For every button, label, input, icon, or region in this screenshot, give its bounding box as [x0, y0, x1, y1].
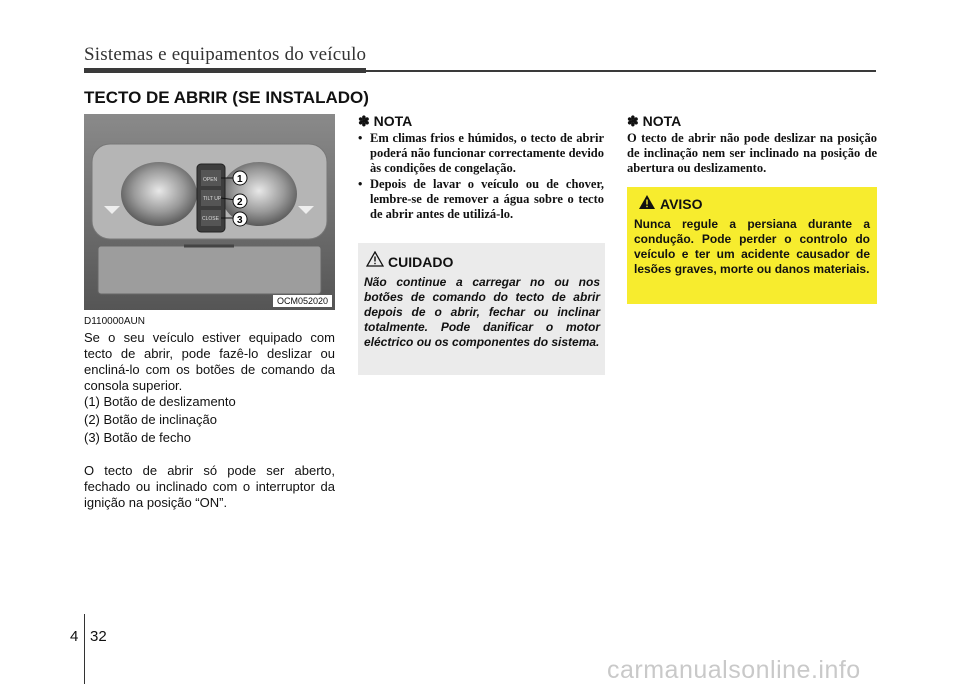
header-title: Sistemas e equipamentos do veículo: [84, 44, 367, 65]
open-button-label: OPEN: [203, 177, 218, 183]
list-item: (3) Botão de fecho: [84, 430, 191, 445]
section-code: D110000AUN: [84, 316, 145, 327]
section-title: TECTO DE ABRIR (SE INSTALADO): [84, 88, 369, 107]
callout-2-label: 2: [237, 197, 243, 208]
intro-paragraph: Se o seu veículo estiver equipado com tecto de abrir, pode fazê-lo deslizar ou encliná-lo com os botões de comando da consola superior.: [84, 330, 335, 393]
note-bullet: [358, 177, 604, 222]
note-bullet-list: [358, 131, 604, 223]
note-heading: ✽ NOTA: [358, 113, 413, 129]
close-button-label: CLOSE: [202, 216, 219, 222]
caution-text: Não continue a carregar no ou nos botões de comando do tecto de abrir depois de o abrir, fechar ou inclinar totalmente. Pode danificar o motor eléctrico ou os componentes do sistema.: [364, 275, 600, 349]
callout-3-label: 3: [237, 215, 243, 226]
watermark: carmanualsonline.info: [607, 656, 861, 684]
bullet-icon: •: [358, 131, 363, 145]
list-item: (1) Botão de deslizamento: [84, 394, 236, 409]
caution-title: CUIDADO: [388, 254, 454, 270]
note-bullet-text: Em climas frios e húmidos, o tecto de abrir poderá não funcionar correctamente devido às condições de congelação.: [370, 131, 604, 175]
header-rule-thin: [366, 70, 876, 72]
note-heading: ✽ NOTA: [627, 113, 682, 129]
overhead-console-photo: [84, 114, 335, 310]
bullet-icon: •: [358, 177, 363, 191]
caution-triangle-icon: [366, 251, 384, 267]
outro-paragraph: O tecto de abrir só pode ser aberto, fechado ou inclinado com o interruptor da ignição na posição “ON”.: [84, 463, 335, 510]
header-rule: [84, 68, 366, 73]
callout-1-label: 1: [237, 174, 243, 185]
footer-rule: [84, 614, 85, 684]
page-number: 32: [90, 628, 107, 645]
tilt-button-label: TILT UP: [203, 196, 222, 202]
figure-code: OCM052020: [273, 295, 332, 307]
console-illustration: [84, 114, 335, 310]
note-text: O tecto de abrir não pode deslizar na posição de inclinação nem ser inclinado na posição de abertura ou deslizamento.: [627, 131, 877, 175]
warning-title: AVISO: [660, 196, 703, 212]
list-item: (2) Botão de inclinação: [84, 412, 217, 427]
note-bullet-text: Depois de lavar o veículo ou de chover, lembre-se de remover a água sobre o tecto de abrir antes de utilizá-lo.: [370, 177, 604, 221]
warning-triangle-icon: [638, 194, 656, 210]
chapter-number: 4: [70, 628, 79, 645]
warning-text: Nunca regule a persiana durante a condução. Pode perder o controlo do veículo e ter um acidente causador de lesões graves, morte ou danos materiais.: [634, 217, 870, 276]
note-bullet: [358, 131, 604, 176]
